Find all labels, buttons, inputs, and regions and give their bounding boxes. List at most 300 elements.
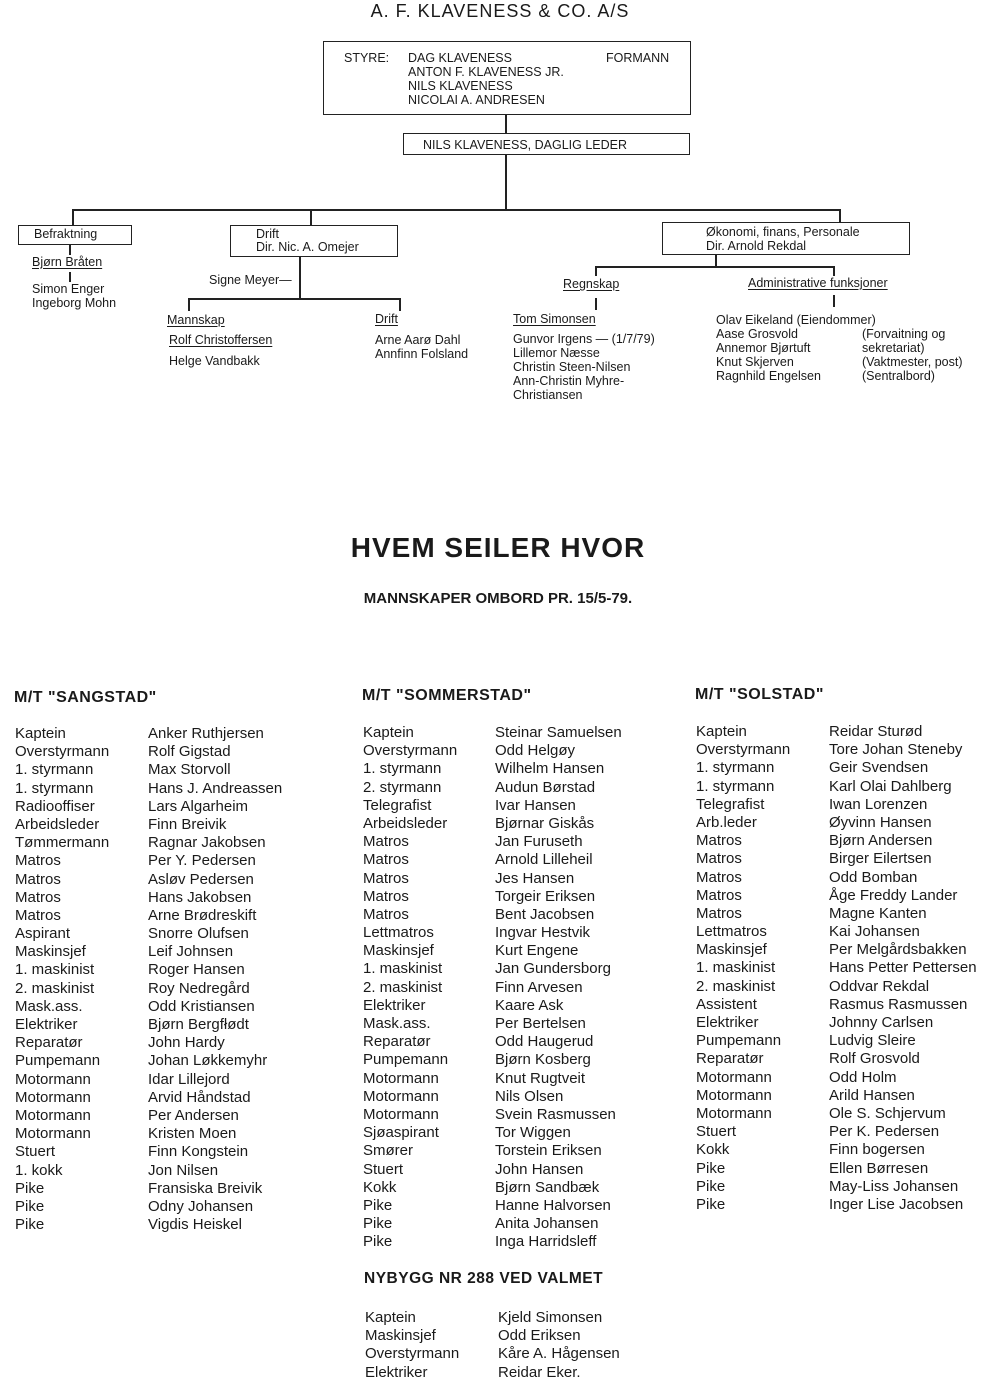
crew-member-name: Hans Petter Pettersen bbox=[829, 959, 977, 977]
connector bbox=[299, 257, 301, 299]
crew-member-name: Odd Eriksen bbox=[498, 1327, 581, 1345]
crew-row bbox=[15, 980, 335, 998]
crew-role: Matros bbox=[15, 906, 61, 924]
crew-member-name: Geir Svendsen bbox=[829, 759, 929, 777]
crew-member-name: Roy Nedregård bbox=[148, 979, 250, 997]
crew-row bbox=[696, 941, 996, 959]
crew-member-name: Oddvar Rekdal bbox=[829, 977, 930, 995]
crew-member-name: Audun Børstad bbox=[495, 778, 596, 796]
crew-role: Matros bbox=[363, 851, 409, 869]
connector bbox=[72, 209, 840, 211]
crew-member-name: Magne Kanten bbox=[829, 904, 927, 922]
crew-member-name: Finn bogersen bbox=[829, 1141, 925, 1159]
crew-role: Telegrafist bbox=[696, 795, 765, 813]
crew-list-sommerstad bbox=[363, 724, 683, 1251]
crew-row bbox=[696, 869, 996, 887]
crew-member-name: Odd Kristiansen bbox=[148, 997, 255, 1015]
board-member: NICOLAI A. ANDRESEN bbox=[408, 93, 545, 107]
crew-member-name: Arne Brødreskift bbox=[148, 906, 257, 924]
crew-row bbox=[363, 724, 683, 742]
crew-member-name: Rolf Grosvold bbox=[829, 1050, 920, 1068]
crew-role: Overstyrmann bbox=[15, 743, 110, 761]
crew-row bbox=[365, 1364, 685, 1382]
crew-row bbox=[696, 759, 996, 777]
crew-row bbox=[15, 816, 335, 834]
crew-member-name: Idar Lillejord bbox=[148, 1070, 230, 1088]
crew-row bbox=[696, 1141, 996, 1159]
crew-member-name: Bjørn Andersen bbox=[829, 832, 933, 850]
crew-role: 2. maskinist bbox=[696, 977, 776, 995]
board-member: DAG KLAVENESS bbox=[408, 51, 512, 65]
crew-role: Reparatør bbox=[15, 1034, 83, 1052]
crew-row bbox=[15, 761, 335, 779]
crew-row bbox=[696, 1087, 996, 1105]
crew-role: Stuert bbox=[363, 1160, 404, 1178]
crew-row bbox=[363, 1179, 683, 1197]
crew-role: Arbeidsleder bbox=[15, 815, 100, 833]
crew-role: Pumpemann bbox=[696, 1032, 782, 1050]
chartering-title: Befraktning bbox=[34, 227, 98, 241]
crew-role: Motormann bbox=[363, 1105, 439, 1123]
operations-title: Drift bbox=[256, 227, 279, 241]
connector bbox=[595, 266, 834, 268]
connector bbox=[188, 298, 400, 300]
accounting-staff: Ann-Christin Myhre- bbox=[513, 374, 625, 388]
crew-row bbox=[363, 1070, 683, 1088]
crew-row bbox=[363, 1051, 683, 1069]
crew-role: Kaptein bbox=[15, 725, 66, 742]
admin-note: (Sentralbord) bbox=[862, 369, 935, 383]
drift-staff: Annfinn Folsland bbox=[375, 347, 469, 361]
crew-role: Matros bbox=[696, 904, 742, 922]
crew-member-name: John Hansen bbox=[495, 1160, 584, 1178]
crew-role: Assistent bbox=[696, 995, 757, 1013]
crew-member-name: Johnny Carlsen bbox=[829, 1014, 934, 1031]
board-chair-title: FORMANN bbox=[606, 51, 670, 65]
crew-row bbox=[363, 888, 683, 906]
crew-row bbox=[363, 997, 683, 1015]
crew-role: Motormann bbox=[15, 1070, 91, 1088]
crew-list-newbuild bbox=[365, 1309, 685, 1382]
crew-row bbox=[15, 1198, 335, 1216]
crew-role: Kokk bbox=[363, 1178, 397, 1196]
crew-member-name: Steinar Samuelsen bbox=[495, 724, 622, 741]
crew-member-name: Bjørn Kosberg bbox=[495, 1051, 591, 1069]
crew-row bbox=[15, 961, 335, 979]
crew-role: Matros bbox=[363, 887, 409, 905]
operations-director: Dir. Nic. A. Omejer bbox=[256, 240, 359, 254]
crew-member-name: Kristen Moen bbox=[148, 1125, 237, 1143]
crew-list-solstad bbox=[696, 723, 996, 1214]
crew-row bbox=[363, 906, 683, 924]
crew-row bbox=[15, 852, 335, 870]
connector bbox=[833, 266, 835, 276]
crew-member-name: Odd Haugerud bbox=[495, 1033, 594, 1051]
crew-member-name: Finn Arvesen bbox=[495, 978, 583, 996]
crew-row bbox=[363, 1197, 683, 1215]
crew-row bbox=[363, 760, 683, 778]
crew-member-name: Johan Løkkemyhr bbox=[148, 1052, 268, 1070]
crew-role: 2. maskinist bbox=[363, 978, 443, 996]
admin-staff: Ragnhild Engelsen bbox=[716, 369, 821, 383]
crew-row bbox=[363, 1015, 683, 1033]
crew-member-name: Roger Hansen bbox=[148, 961, 245, 979]
crew-role: 2. maskinist bbox=[15, 979, 95, 997]
crew-row bbox=[15, 943, 335, 961]
crew-row bbox=[15, 780, 335, 798]
crew-role: Pike bbox=[15, 1179, 45, 1197]
crew-row bbox=[363, 742, 683, 760]
crew-member-name: Ingvar Hestvik bbox=[495, 924, 591, 942]
crew-role: Matros bbox=[363, 869, 409, 887]
crew-member-name: Per Andersen bbox=[148, 1106, 239, 1124]
crew-row bbox=[15, 871, 335, 889]
crew-list-sangstad bbox=[15, 725, 335, 1234]
crew-role: Pumpemann bbox=[15, 1052, 101, 1070]
crew-row bbox=[363, 851, 683, 869]
crew-row bbox=[696, 1032, 996, 1050]
crew-row bbox=[363, 797, 683, 815]
newbuild-title: NYBYGG NR 288 VED VALMET bbox=[364, 1270, 604, 1287]
crew-member-name: Ivar Hansen bbox=[495, 796, 576, 814]
crew-row bbox=[15, 743, 335, 761]
crew-role: Mask.ass. bbox=[15, 997, 83, 1015]
connector bbox=[595, 266, 597, 276]
crew-role: Overstyrmann bbox=[365, 1345, 460, 1363]
crew-row bbox=[363, 1088, 683, 1106]
crew-member-name: Reidar Eker. bbox=[498, 1363, 581, 1381]
connector bbox=[833, 295, 835, 307]
crew-role: Maskinsjef bbox=[696, 941, 767, 959]
crew-row bbox=[15, 998, 335, 1016]
crew-member-name: Tore Johan Steneby bbox=[829, 741, 963, 759]
crew-row bbox=[696, 959, 996, 977]
crew-member-name: Kjeld Simonsen bbox=[498, 1309, 603, 1326]
crew-role: Matros bbox=[363, 905, 409, 923]
ship-name: M/T "SOLSTAD" bbox=[695, 686, 824, 703]
crew-member-name: Inga Harridsleff bbox=[495, 1233, 597, 1251]
crew-role: Kokk bbox=[696, 1141, 730, 1159]
crew-row bbox=[15, 925, 335, 943]
crew-row bbox=[696, 1160, 996, 1178]
crew-row bbox=[363, 1233, 683, 1251]
crew-member-name: Torstein Eriksen bbox=[495, 1142, 602, 1160]
crew-member-name: Hans J. Andreassen bbox=[148, 779, 283, 797]
crew-role: Arb.leder bbox=[696, 813, 757, 831]
crew-row bbox=[15, 907, 335, 925]
connector bbox=[69, 245, 71, 255]
chartering-head: Bjørn Bråten bbox=[32, 255, 103, 269]
connector bbox=[69, 272, 71, 282]
crew-row bbox=[696, 741, 996, 759]
crew-row bbox=[696, 832, 996, 850]
crew-row bbox=[365, 1309, 685, 1327]
crew-row bbox=[363, 979, 683, 997]
crew-member-name: Kaare Ask bbox=[495, 996, 564, 1014]
crew-role: Overstyrmann bbox=[696, 741, 791, 759]
crew-row bbox=[696, 1196, 996, 1214]
ship-name: M/T "SANGSTAD" bbox=[14, 689, 157, 706]
crew-role: Matros bbox=[15, 870, 61, 888]
crew-role: Pike bbox=[15, 1197, 45, 1215]
crew-role: Pumpemann bbox=[363, 1051, 449, 1069]
admin-note: (Forvaitning og bbox=[862, 327, 946, 341]
crew-row bbox=[696, 1105, 996, 1123]
crew-role: Motormann bbox=[15, 1125, 91, 1143]
crew-row bbox=[696, 796, 996, 814]
crew-member-name: Karl Olai Dahlberg bbox=[829, 777, 952, 795]
crew-row bbox=[363, 1033, 683, 1051]
crew-role: 1. styrmann bbox=[15, 779, 94, 797]
crew-member-name: Asløv Pedersen bbox=[148, 870, 254, 888]
board-member: NILS KLAVENESS bbox=[408, 79, 513, 93]
crew-row bbox=[15, 1016, 335, 1034]
crew-role: Smører bbox=[363, 1142, 413, 1160]
crew-row bbox=[15, 1071, 335, 1089]
crew-role: Motormann bbox=[696, 1104, 772, 1122]
crew-role: Arbeidsleder bbox=[363, 814, 448, 832]
crew-member-name: Kai Johansen bbox=[829, 923, 920, 941]
crew-row bbox=[15, 725, 335, 743]
crew-role: 1. styrmann bbox=[363, 760, 442, 778]
crew-member-name: Jon Nilsen bbox=[148, 1161, 219, 1179]
connector bbox=[839, 209, 841, 222]
crew-role: Pike bbox=[363, 1196, 393, 1214]
crew-role: Pike bbox=[696, 1177, 726, 1195]
crew-role: Motormann bbox=[15, 1106, 91, 1124]
crew-row bbox=[363, 1124, 683, 1142]
admin-note: (Vaktmester, post) bbox=[862, 355, 963, 369]
company-name: A. F. KLAVENESS & CO. A/S bbox=[370, 1, 630, 21]
connector bbox=[72, 209, 74, 225]
crew-member-name: Bent Jacobsen bbox=[495, 905, 595, 923]
admin-title: Administrative funksjoner bbox=[748, 276, 888, 290]
crew-role: Elektriker bbox=[365, 1363, 428, 1381]
crew-row bbox=[696, 1178, 996, 1196]
connector bbox=[505, 115, 507, 133]
crew-row bbox=[363, 1106, 683, 1124]
crew-role: Maskinsjef bbox=[363, 942, 434, 960]
crew-role: Sjøaspirant bbox=[363, 1124, 439, 1142]
crew-row bbox=[363, 942, 683, 960]
crew-member-name: Ellen Børresen bbox=[829, 1159, 929, 1177]
crew-row bbox=[696, 978, 996, 996]
crew-role: Matros bbox=[363, 833, 409, 851]
crew-row bbox=[363, 1142, 683, 1160]
crew-row bbox=[15, 1180, 335, 1198]
crew-role: Motormann bbox=[696, 1086, 772, 1104]
crew-member-name: Odny Johansen bbox=[148, 1197, 254, 1215]
crew-role: Motormann bbox=[363, 1069, 439, 1087]
crew-role: Pike bbox=[15, 1216, 45, 1234]
crew-member-name: Per Y. Pedersen bbox=[148, 852, 256, 870]
crew-row bbox=[15, 1125, 335, 1143]
connector bbox=[188, 298, 190, 311]
crew-role: Pike bbox=[363, 1233, 393, 1251]
crew-member-name: Per K. Pedersen bbox=[829, 1123, 940, 1141]
crew-role: Reparatør bbox=[696, 1050, 764, 1068]
crew-row bbox=[15, 1216, 335, 1234]
crew-member-name: Jan Gundersborg bbox=[495, 960, 611, 978]
crew-row bbox=[365, 1327, 685, 1345]
crew-member-name: Kåre A. Hågensen bbox=[498, 1345, 620, 1363]
drift-staff: Arne Aarø Dahl bbox=[375, 333, 461, 347]
crew-row bbox=[696, 723, 996, 741]
crew-role: Motormann bbox=[15, 1088, 91, 1106]
crew-member-name: Knut Rugtveit bbox=[495, 1069, 586, 1087]
crew-role: Tømmermann bbox=[15, 834, 110, 852]
connector bbox=[399, 298, 401, 311]
crew-row bbox=[363, 1215, 683, 1233]
crew-member-name: Per Bertelsen bbox=[495, 1015, 586, 1032]
crew-member-name: Odd Helgøy bbox=[495, 742, 576, 760]
crew-row bbox=[15, 1107, 335, 1125]
crew-member-name: Arvid Håndstad bbox=[148, 1088, 251, 1106]
section-title: HVEM SEILER HVOR bbox=[350, 532, 646, 563]
crew-role: Matros bbox=[696, 886, 742, 904]
crew-role: Elektriker bbox=[363, 996, 426, 1014]
crew-role: Matros bbox=[696, 868, 742, 886]
crew-member-name: Vigdis Heiskel bbox=[148, 1216, 242, 1234]
crew-row bbox=[363, 924, 683, 942]
crew-row bbox=[696, 1050, 996, 1068]
crew-role: Elektriker bbox=[15, 1016, 78, 1033]
crew-member-name: Svein Rasmussen bbox=[495, 1105, 616, 1123]
chartering-staff: Simon Enger bbox=[32, 282, 105, 296]
crew-role: Matros bbox=[696, 850, 742, 868]
crew-member-name: Odd Holm bbox=[829, 1068, 897, 1086]
crew-role: Pike bbox=[696, 1159, 726, 1177]
crew-row bbox=[696, 814, 996, 832]
finance-director: Dir. Arnold Rekdal bbox=[706, 239, 807, 253]
crew-role: Reparatør bbox=[363, 1033, 431, 1051]
crew-member-name: Lars Algarheim bbox=[148, 797, 249, 815]
crew-member-name: Bjørnar Giskås bbox=[495, 814, 595, 832]
crew-role: 1. maskinist bbox=[15, 961, 95, 979]
crew-role: Lettmatros bbox=[696, 923, 767, 941]
crew-member-name: Ludvig Sleire bbox=[829, 1032, 916, 1050]
crew-member-name: Øyvinn Hansen bbox=[829, 813, 932, 831]
crew-role: Matros bbox=[15, 852, 61, 870]
crew-role: Kaptein bbox=[363, 724, 414, 741]
crew-member-name: Ole S. Schjervum bbox=[829, 1104, 946, 1122]
crew-member-name: Arnold Lilleheil bbox=[495, 851, 593, 869]
crew-role: Telegrafist bbox=[363, 796, 432, 814]
crew-member-name: Birger Eilertsen bbox=[829, 850, 932, 868]
ceo-name: NILS KLAVENESS, DAGLIG LEDER bbox=[423, 138, 628, 152]
crew-member-name: Jes Hansen bbox=[495, 869, 575, 887]
crew-role: 1. maskinist bbox=[363, 960, 443, 978]
crew-member-name: Bjørn Bergfłødt bbox=[148, 1016, 249, 1033]
crew-role: Pike bbox=[696, 1195, 726, 1213]
admin-staff: Aase Grosvold bbox=[716, 327, 798, 341]
crew-row bbox=[15, 834, 335, 852]
crew-row bbox=[696, 905, 996, 923]
crew-member-name: Finn Kongstein bbox=[148, 1143, 249, 1161]
crew-member-name: Odd Bomban bbox=[829, 868, 918, 886]
crew-role: 1. styrmann bbox=[696, 777, 775, 795]
connector bbox=[505, 155, 507, 210]
crew-member-name: Rasmus Rasmussen bbox=[829, 995, 968, 1013]
accounting-staff: Lillemor Næsse bbox=[513, 346, 600, 360]
crew-member-name: Leif Johnsen bbox=[148, 943, 234, 961]
crew-member-name: Ragnar Jakobsen bbox=[148, 834, 266, 852]
crew-row bbox=[363, 870, 683, 888]
chartering-staff: Ingeborg Mohn bbox=[32, 296, 117, 310]
crew-role: Mask.ass. bbox=[363, 1015, 431, 1032]
crew-row bbox=[15, 889, 335, 907]
crew-member-name: Iwan Lorenzen bbox=[829, 795, 928, 813]
crew-row bbox=[696, 887, 996, 905]
crew-member-name: Hanne Halvorsen bbox=[495, 1196, 611, 1214]
crew-member-name: Per Melgårdsbakken bbox=[829, 941, 967, 959]
crew-member-name: Tor Wiggen bbox=[495, 1124, 571, 1142]
ship-name: M/T "SOMMERSTAD" bbox=[362, 687, 532, 704]
drift-title: Drift bbox=[375, 312, 398, 326]
operations-assistant: Signe Meyer— bbox=[209, 273, 292, 287]
crew-member-name: Anita Johansen bbox=[495, 1215, 599, 1233]
crew-role: 1. kokk bbox=[15, 1161, 63, 1179]
finance-title: Økonomi, finans, Personale bbox=[706, 225, 860, 239]
crew-row bbox=[15, 1034, 335, 1052]
accounting-staff: Christiansen bbox=[513, 388, 583, 402]
crew-member-name: Max Storvoll bbox=[148, 761, 231, 779]
accounting-staff: Christin Steen-Nilsen bbox=[513, 360, 631, 374]
crew-row bbox=[363, 815, 683, 833]
crew-role: Stuert bbox=[15, 1143, 56, 1161]
board-member: ANTON F. KLAVENESS JR. bbox=[408, 65, 564, 79]
admin-staff: Olav Eikeland (Eiendommer) bbox=[716, 313, 876, 327]
crew-title: Mannskap bbox=[167, 313, 225, 327]
crew-row bbox=[15, 1143, 335, 1161]
crew-staff: Helge Vandbakk bbox=[169, 354, 260, 368]
crew-row bbox=[15, 1089, 335, 1107]
crew-row bbox=[15, 1052, 335, 1070]
crew-row bbox=[696, 1123, 996, 1141]
crew-row bbox=[696, 996, 996, 1014]
crew-member-name: Åge Freddy Lander bbox=[829, 886, 958, 904]
crew-member-name: Torgeir Eriksen bbox=[495, 887, 596, 905]
connector bbox=[310, 209, 312, 225]
crew-role: Elektriker bbox=[696, 1014, 759, 1031]
crew-row bbox=[696, 778, 996, 796]
crew-member-name: May-Liss Johansen bbox=[829, 1177, 959, 1195]
crew-member-name: Bjørn Sandbæk bbox=[495, 1178, 600, 1196]
crew-row bbox=[15, 798, 335, 816]
crew-member-name: Nils Olsen bbox=[495, 1087, 564, 1105]
accounting-staff: Gunvor Irgens — (1/7/79) bbox=[513, 332, 655, 346]
crew-role: Lettmatros bbox=[363, 924, 434, 942]
crew-row bbox=[365, 1345, 685, 1363]
crew-role: Aspirant bbox=[15, 925, 71, 943]
crew-row bbox=[363, 833, 683, 851]
crew-role: Matros bbox=[696, 832, 742, 850]
crew-row bbox=[696, 1069, 996, 1087]
board-label: STYRE: bbox=[344, 51, 390, 65]
accounting-title: Regnskap bbox=[563, 277, 620, 291]
admin-note: sekretariat) bbox=[862, 341, 925, 355]
crew-member-name: Jan Furuseth bbox=[495, 833, 583, 851]
crew-role: Motormann bbox=[363, 1087, 439, 1105]
crew-member-name: Kurt Engene bbox=[495, 942, 579, 960]
crew-role: Pike bbox=[363, 1215, 393, 1233]
crew-row bbox=[696, 1014, 996, 1032]
crew-row bbox=[696, 923, 996, 941]
crew-role: Stuert bbox=[696, 1123, 737, 1141]
connector bbox=[595, 298, 597, 310]
crew-role: 1. maskinist bbox=[696, 959, 776, 977]
crew-row bbox=[696, 850, 996, 868]
